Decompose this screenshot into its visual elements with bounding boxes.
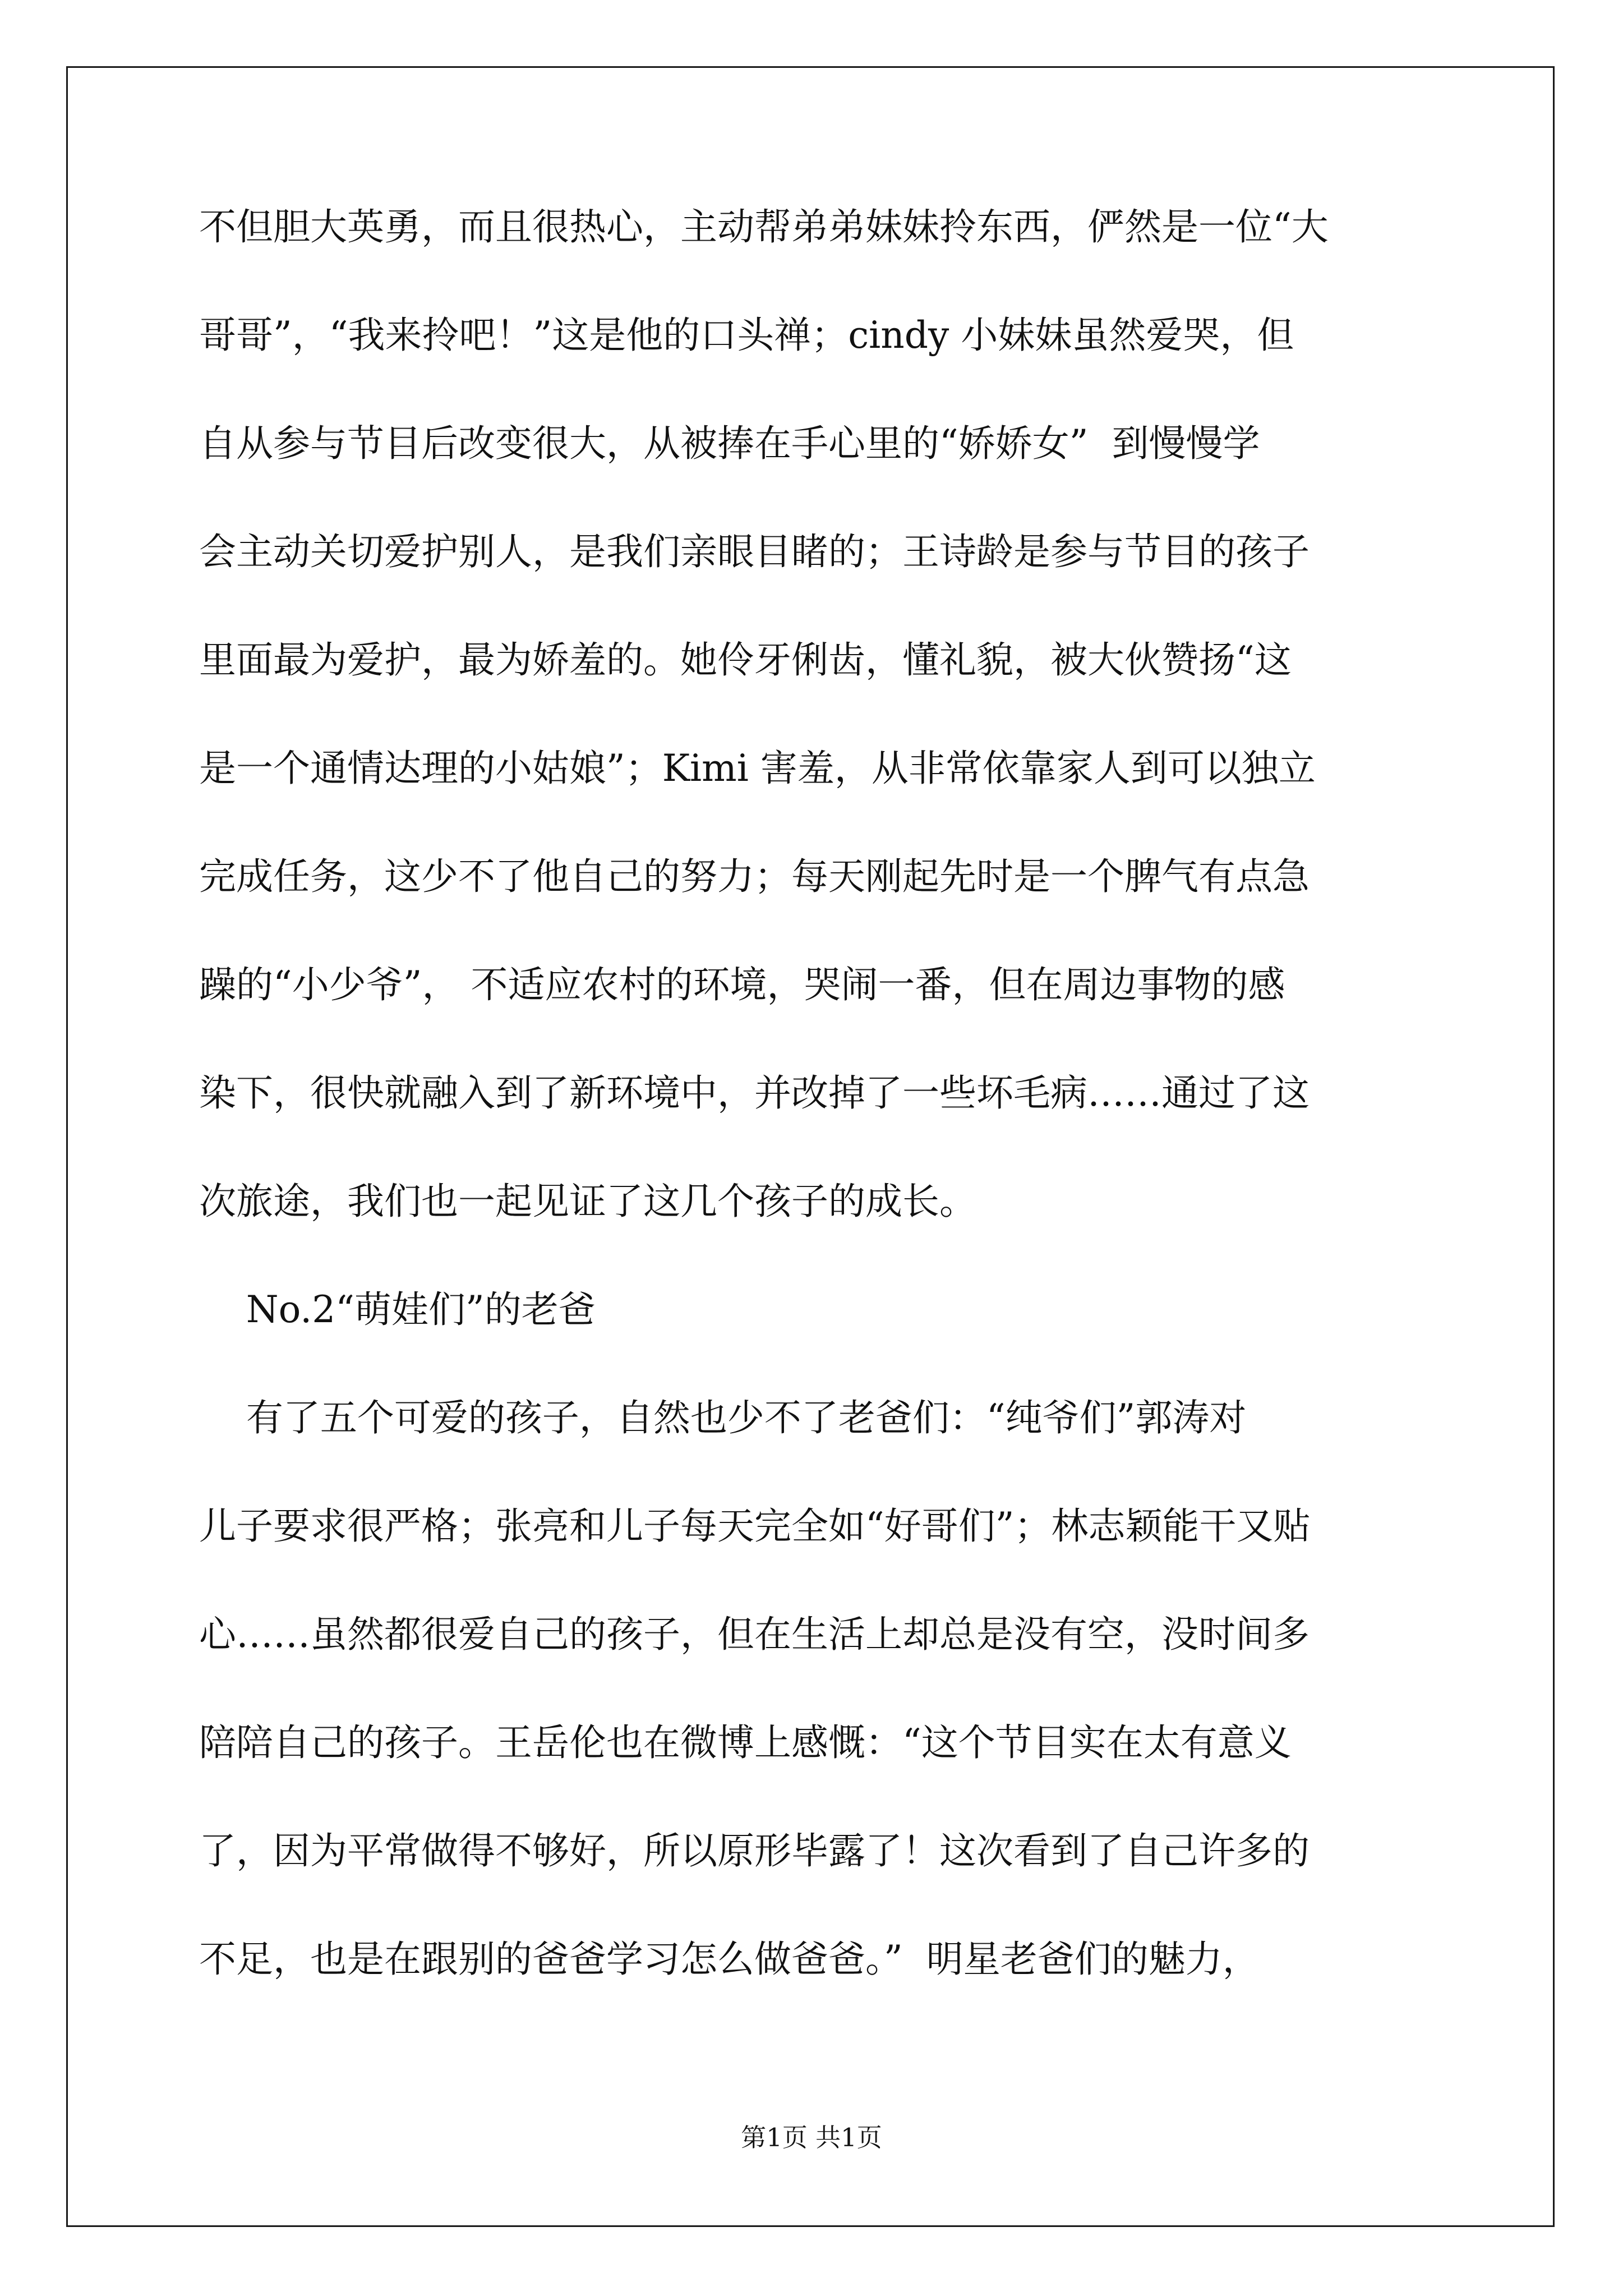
text-line-13: 儿子要求很严格；张亮和儿子每天完全如“好哥们”；林志颖能干又贴 bbox=[199, 1504, 1311, 1548]
text-line-6: 是一个通情达理的小姑娘”；Kimi 害羞，从非常依靠家人到可以独立 bbox=[199, 747, 1316, 790]
text-line-14: 心……虽然都很爱自己的孩子，但在生活上却总是没有空，没时间多 bbox=[199, 1613, 1310, 1656]
text-line-16: 了，因为平常做得不够好，所以原形毕露了！这次看到了自己许多的 bbox=[199, 1829, 1310, 1872]
text-line-7: 完成任务，这少不了他自己的努力；每天刚起先时是一个脾气有点急 bbox=[199, 855, 1310, 898]
text-line-10: 次旅途，我们也一起见证了这几个孩子的成长。 bbox=[199, 1180, 976, 1223]
text-line-17: 不足，也是在跟别的爸爸学习怎么做爸爸。” 明星老爸们的魅力， bbox=[199, 1938, 1260, 1981]
section-heading: No.2“萌娃们”的老爸 bbox=[199, 1288, 596, 1331]
text-line-5: 里面最为爱护，最为娇羞的。她伶牙俐齿，懂礼貌，被大伙赞扬“这 bbox=[199, 638, 1292, 682]
text-line-1: 不但胆大英勇，而且很热心，主动帮弟弟妹妹拎东西，俨然是一位“大 bbox=[199, 205, 1329, 249]
document-body bbox=[199, 205, 1433, 2049]
text-line-15: 陪陪自己的孩子。王岳伦也在微博上感慨：“这个节目实在太有意义 bbox=[199, 1721, 1292, 1764]
text-line-2: 哥哥”，“我来拎吧！”这是他的口头禅；cindy 小妹妹虽然爱哭，但 bbox=[199, 314, 1294, 357]
text-line-9: 染下，很快就融入到了新环境中，并改掉了一些坏毛病……通过了这 bbox=[199, 1071, 1310, 1115]
text-line-8: 躁的“小少爷”， 不适应农村的环境，哭闹一番，但在周边事物的感 bbox=[199, 963, 1285, 1006]
page-number-footer: 第1页 共1页 bbox=[741, 2123, 882, 2152]
text-line-3: 自从参与节目后改变很大，从被捧在手心里的“娇娇女” 到慢慢学 bbox=[199, 422, 1260, 465]
text-line-12: 有了五个可爱的孩子，自然也少不了老爸们：“纯爷们”郭涛对 bbox=[199, 1396, 1247, 1439]
text-line-4: 会主动关切爱护别人，是我们亲眼目睹的；王诗龄是参与节目的孩子 bbox=[199, 530, 1310, 573]
